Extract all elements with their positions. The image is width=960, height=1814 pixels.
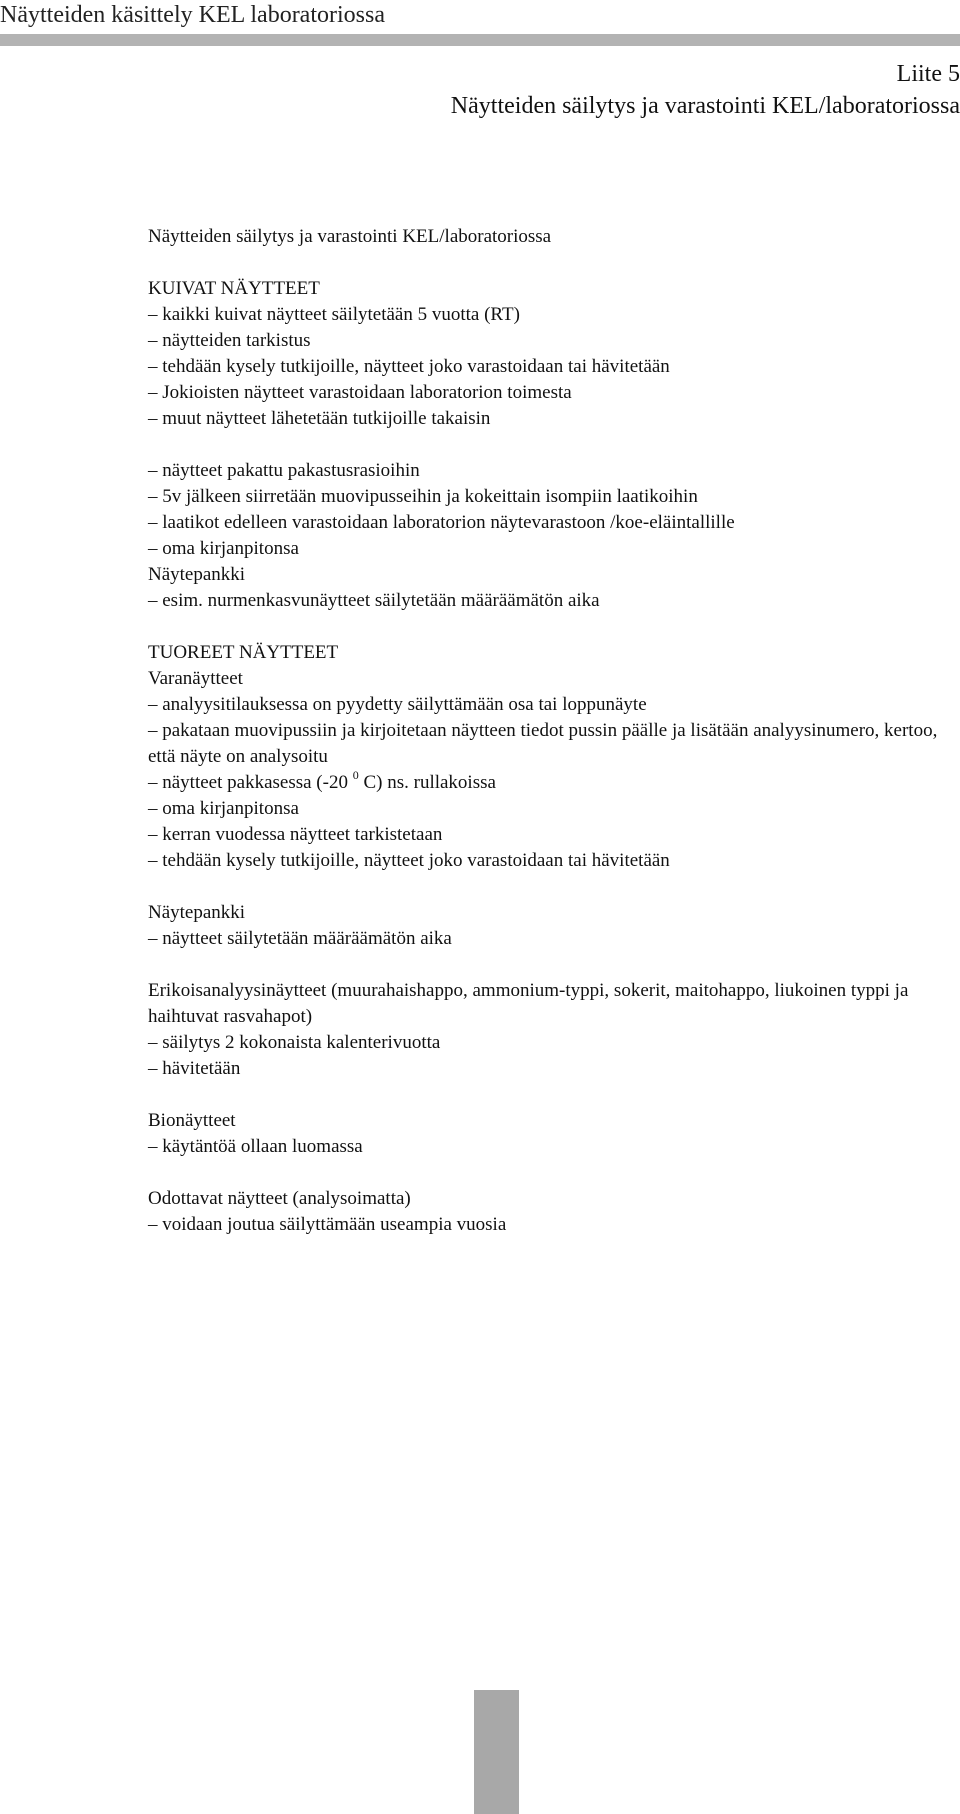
document-body (148, 224, 948, 1238)
attachment-subtitle: Näytteiden säilytys ja varastointi KEL/laboratoriossa (450, 93, 960, 119)
document-header-title: Näytteiden käsittely KEL laboratoriossa (0, 2, 385, 28)
list-item: – tehdään kysely tutkijoille, näytteet joko varastoidaan tai hävitetään (148, 356, 670, 377)
list-item: – käytäntöä ollaan luomassa (148, 1136, 363, 1157)
degree-sup: 0 (352, 767, 359, 782)
list-item: – tehdään kysely tutkijoille, näytteet joko varastoidaan tai hävitetään (148, 850, 670, 871)
freezer-text-end: C) ns. rullakoissa (363, 772, 496, 793)
header-bar (0, 34, 960, 46)
reserve-samples-title: Varanäytteet (148, 668, 243, 689)
special-samples-title: Erikoisanalyysinäytteet (muurahaishappo, ammonium-typpi, sokerit, maitohappo, liukoinen typpi ja haihtuvat rasvahapot) (148, 980, 909, 1027)
dry-samples-title: KUIVAT NÄYTTEET (148, 278, 320, 299)
page-number-marker (474, 1690, 519, 1814)
list-item: – näytteet säilytetään määräämätön aika (148, 928, 452, 949)
list-item: – säilytys 2 kokonaista kalenterivuotta (148, 1032, 441, 1053)
sample-bank-title: Näytepankki (148, 902, 246, 923)
attachment-block (451, 58, 960, 122)
list-item: – laatikot edelleen varastoidaan laboratorion näytevarastoon /koe-eläintallille (148, 512, 735, 533)
list-item: – muut näytteet lähetetään tutkijoille takaisin (148, 408, 491, 429)
list-item: – näytteiden tarkistus (148, 330, 311, 351)
list-item: – analyysitilauksessa on pyydetty säilyttämään osa tai loppunäyte (148, 694, 647, 715)
freezer-text: – näytteet pakkasessa (-20 (148, 772, 348, 793)
list-item: – esim. nurmenkasvunäytteet säilytetään määräämätön aika (148, 590, 600, 611)
list-item: – oma kirjanpitonsa (148, 538, 299, 559)
fresh-samples-title: TUOREET NÄYTTEET (148, 642, 339, 663)
list-item: – näytteet pakattu pakastusrasioihin (148, 460, 420, 481)
list-item: – voidaan joutua säilyttämään useampia vuosia (148, 1214, 507, 1235)
attachment-label: Liite 5 (896, 61, 960, 87)
bio-samples-title: Bionäytteet (148, 1110, 236, 1131)
list-item: – Jokioisten näytteet varastoidaan laboratorion toimesta (148, 382, 572, 403)
list-item: – 5v jälkeen siirretään muovipusseihin ja kokeittain isompiin laatikoihin (148, 486, 698, 507)
list-item: – kaikki kuivat näytteet säilytetään 5 vuotta (RT) (148, 304, 520, 325)
pending-samples-title: Odottavat näytteet (analysoimatta) (148, 1188, 411, 1209)
list-item: – pakataan muovipussiin ja kirjoitetaan näytteen tiedot pussin päälle ja lisätään analyysinumero, kertoo, että näyte on analysoitu (148, 720, 938, 767)
list-item: – oma kirjanpitonsa (148, 798, 299, 819)
list-item: – hävitetään (148, 1058, 241, 1079)
body-heading: Näytteiden säilytys ja varastointi KEL/laboratoriossa (148, 226, 552, 247)
document-header (0, 0, 960, 46)
list-item: – kerran vuodessa näytteet tarkistetaan (148, 824, 443, 845)
sample-bank-title: Näytepankki (148, 564, 246, 585)
list-item (148, 767, 948, 796)
